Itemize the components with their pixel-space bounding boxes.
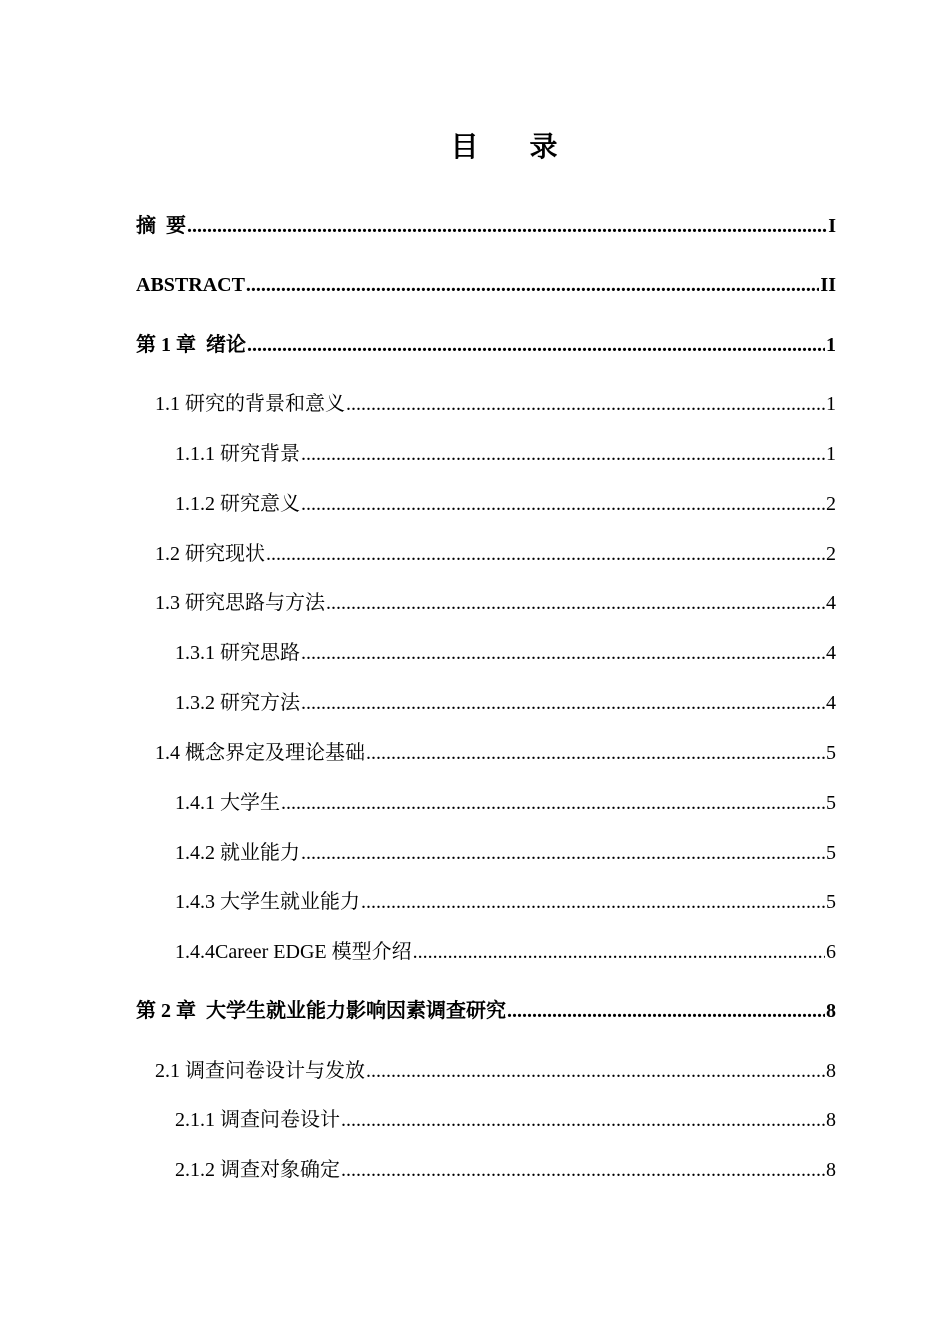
toc-entry-text: 2.1.1 调查问卷设计 bbox=[175, 1109, 340, 1131]
toc-entry-text: 1.2 研究现状 bbox=[155, 543, 265, 565]
toc-entry[interactable] bbox=[155, 739, 836, 767]
toc-page-number: 5 bbox=[826, 742, 836, 764]
toc-dot-leader bbox=[187, 212, 827, 240]
toc-entry[interactable] bbox=[175, 1106, 836, 1134]
toc-page-number: 4 bbox=[826, 592, 836, 614]
toc-page-number: 6 bbox=[826, 941, 836, 963]
toc-entry-text: 1.1 研究的背景和意义 bbox=[155, 393, 345, 415]
toc-entry[interactable] bbox=[136, 331, 836, 359]
toc-entry[interactable] bbox=[155, 1057, 836, 1085]
toc-entry-text: 1.4.1 大学生 bbox=[175, 792, 280, 814]
toc-page-number: 8 bbox=[826, 1109, 836, 1131]
toc-dot-leader bbox=[413, 938, 825, 966]
toc-entry[interactable] bbox=[175, 689, 836, 717]
toc-dot-leader bbox=[247, 331, 825, 359]
toc-entry-text: ABSTRACT bbox=[136, 274, 245, 296]
toc-entry-text: 1.4.4Career EDGE 模型介绍 bbox=[175, 941, 412, 963]
toc-entry-text: 1.3.1 研究思路 bbox=[175, 642, 300, 664]
toc-dot-leader bbox=[346, 390, 825, 418]
toc-dot-leader bbox=[301, 689, 825, 717]
toc-entry-text: 1.1.2 研究意义 bbox=[175, 493, 300, 515]
toc-entry-text: 1.4 概念界定及理论基础 bbox=[155, 742, 365, 764]
toc-entry-text: 2.1.2 调查对象确定 bbox=[175, 1159, 340, 1181]
toc-dot-leader bbox=[301, 440, 825, 468]
toc-entry[interactable] bbox=[175, 888, 836, 916]
toc-dot-leader bbox=[341, 1106, 825, 1134]
toc-page-number: I bbox=[828, 215, 836, 237]
toc-page-number: 8 bbox=[826, 1159, 836, 1181]
toc-dot-leader bbox=[281, 789, 825, 817]
toc-page-number: 8 bbox=[826, 1000, 836, 1022]
toc-entry[interactable] bbox=[175, 490, 836, 518]
toc-entry-text: 1.3 研究思路与方法 bbox=[155, 592, 325, 614]
toc-entry[interactable] bbox=[136, 212, 836, 240]
toc-entry[interactable] bbox=[155, 390, 836, 418]
toc-page-number: 1 bbox=[826, 443, 836, 465]
toc-dot-leader bbox=[301, 839, 825, 867]
toc-dot-leader bbox=[361, 888, 825, 916]
toc-dot-leader bbox=[326, 589, 825, 617]
toc-entry[interactable] bbox=[155, 540, 836, 568]
toc-entry-text: 1.4.2 就业能力 bbox=[175, 842, 300, 864]
toc-entry[interactable] bbox=[175, 938, 836, 966]
toc-entry[interactable] bbox=[175, 839, 836, 867]
toc-dot-leader bbox=[366, 739, 825, 767]
toc-entry-text: 1.4.3 大学生就业能力 bbox=[175, 891, 360, 913]
toc-page-number: 2 bbox=[826, 493, 836, 515]
toc-dot-leader bbox=[507, 997, 825, 1025]
toc-entry[interactable] bbox=[175, 789, 836, 817]
toc-page-number: 5 bbox=[826, 891, 836, 913]
toc-entry-text: 1.3.2 研究方法 bbox=[175, 692, 300, 714]
toc-dot-leader bbox=[341, 1156, 825, 1184]
toc-entry-text: 第 2 章 大学生就业能力影响因素调查研究 bbox=[136, 1000, 506, 1022]
toc-page-number: 5 bbox=[826, 792, 836, 814]
toc-entry[interactable] bbox=[175, 440, 836, 468]
toc-page-number: II bbox=[820, 274, 836, 296]
toc-page-number: 1 bbox=[826, 393, 836, 415]
toc-dot-leader bbox=[266, 540, 825, 568]
toc-page-number: 4 bbox=[826, 692, 836, 714]
toc-dot-leader bbox=[301, 639, 825, 667]
toc-page-number: 5 bbox=[826, 842, 836, 864]
toc-entry-text: 1.1.1 研究背景 bbox=[175, 443, 300, 465]
toc-entry-text: 2.1 调查问卷设计与发放 bbox=[155, 1060, 365, 1082]
toc-entry[interactable] bbox=[136, 271, 836, 299]
toc-page-number: 8 bbox=[826, 1060, 836, 1082]
toc-page-number: 2 bbox=[826, 543, 836, 565]
toc-entry[interactable] bbox=[155, 589, 836, 617]
toc-entry[interactable] bbox=[175, 639, 836, 667]
toc-entry[interactable] bbox=[175, 1156, 836, 1184]
toc-entry[interactable] bbox=[136, 997, 836, 1025]
toc-dot-leader bbox=[366, 1057, 825, 1085]
toc-entry-text: 摘 要 bbox=[136, 215, 186, 237]
toc-title: 目 录 bbox=[450, 132, 580, 163]
toc-entry-text: 第 1 章 绪论 bbox=[136, 334, 246, 356]
toc-page-number: 1 bbox=[826, 334, 836, 356]
toc-dot-leader bbox=[301, 490, 825, 518]
toc-page-number: 4 bbox=[826, 642, 836, 664]
toc-dot-leader bbox=[246, 271, 820, 299]
